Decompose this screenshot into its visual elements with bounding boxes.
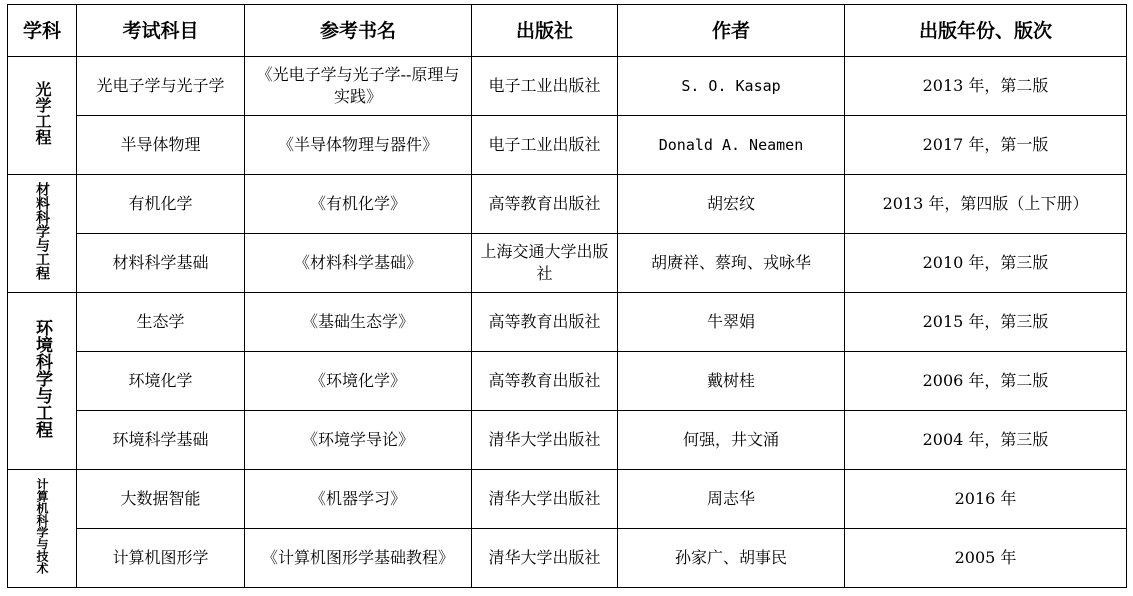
publisher-cell: 清华大学出版社 bbox=[472, 411, 618, 470]
table-row bbox=[8, 175, 1127, 234]
edition-cell: 2006 年，第二版 bbox=[845, 352, 1127, 411]
edition-cell: 2013 年，第二版 bbox=[845, 57, 1127, 116]
subject-cell: 材料科学与工程 bbox=[8, 175, 77, 293]
exam-cell: 生态学 bbox=[77, 293, 245, 352]
edition-cell: 2017 年，第一版 bbox=[845, 116, 1127, 175]
publisher-cell: 清华大学出版社 bbox=[472, 529, 618, 588]
book-cell: 《计算机图形学基础教程》 bbox=[245, 529, 472, 588]
author-cell: 胡赓祥、蔡珣、戎咏华 bbox=[618, 234, 845, 293]
exam-cell: 大数据智能 bbox=[77, 470, 245, 529]
publisher-cell: 电子工业出版社 bbox=[472, 57, 618, 116]
exam-cell: 材料科学基础 bbox=[77, 234, 245, 293]
table-row bbox=[8, 293, 1127, 352]
book-cell: 《环境学导论》 bbox=[245, 411, 472, 470]
exam-cell: 环境科学基础 bbox=[77, 411, 245, 470]
table-row bbox=[8, 411, 1127, 470]
author-cell: 何强，井文涌 bbox=[618, 411, 845, 470]
header-publisher: 出版社 bbox=[472, 5, 618, 57]
exam-cell: 环境化学 bbox=[77, 352, 245, 411]
book-cell: 《机器学习》 bbox=[245, 470, 472, 529]
exam-cell: 有机化学 bbox=[77, 175, 245, 234]
table-row bbox=[8, 352, 1127, 411]
table-row bbox=[8, 57, 1127, 116]
author-cell: 周志华 bbox=[618, 470, 845, 529]
subject-cell: 计算机科学与技术 bbox=[8, 470, 77, 588]
edition-cell: 2015 年，第三版 bbox=[845, 293, 1127, 352]
book-cell: 《有机化学》 bbox=[245, 175, 472, 234]
subject-cell: 环境科学与工程 bbox=[8, 293, 77, 470]
exam-cell: 光电子学与光子学 bbox=[77, 57, 245, 116]
edition-cell: 2013 年，第四版（上下册） bbox=[845, 175, 1127, 234]
edition-cell: 2016 年 bbox=[845, 470, 1127, 529]
reference-books-table-container bbox=[7, 4, 1127, 588]
publisher-cell: 电子工业出版社 bbox=[472, 116, 618, 175]
exam-cell: 半导体物理 bbox=[77, 116, 245, 175]
exam-cell: 计算机图形学 bbox=[77, 529, 245, 588]
author-cell: S. O. Kasap bbox=[618, 57, 845, 116]
subject-cell: 光学工程 bbox=[8, 57, 77, 175]
header-exam: 考试科目 bbox=[77, 5, 245, 57]
table-row bbox=[8, 529, 1127, 588]
author-cell: 胡宏纹 bbox=[618, 175, 845, 234]
header-author: 作者 bbox=[618, 5, 845, 57]
publisher-cell: 高等教育出版社 bbox=[472, 175, 618, 234]
publisher-cell: 高等教育出版社 bbox=[472, 293, 618, 352]
book-cell: 《环境化学》 bbox=[245, 352, 472, 411]
table-row bbox=[8, 234, 1127, 293]
book-cell: 《光电子学与光子学--原理与实践》 bbox=[245, 57, 472, 116]
author-cell: 戴树桂 bbox=[618, 352, 845, 411]
publisher-cell: 高等教育出版社 bbox=[472, 352, 618, 411]
book-cell: 《基础生态学》 bbox=[245, 293, 472, 352]
book-cell: 《材料科学基础》 bbox=[245, 234, 472, 293]
header-edition: 出版年份、版次 bbox=[845, 5, 1127, 57]
edition-cell: 2005 年 bbox=[845, 529, 1127, 588]
header-book: 参考书名 bbox=[245, 5, 472, 57]
table-row bbox=[8, 116, 1127, 175]
book-cell: 《半导体物理与器件》 bbox=[245, 116, 472, 175]
table-row bbox=[8, 470, 1127, 529]
author-cell: Donald A. Neamen bbox=[618, 116, 845, 175]
header-row bbox=[8, 5, 1127, 57]
edition-cell: 2004 年，第三版 bbox=[845, 411, 1127, 470]
author-cell: 牛翠娟 bbox=[618, 293, 845, 352]
publisher-cell: 清华大学出版社 bbox=[472, 470, 618, 529]
author-cell: 孙家广、胡事民 bbox=[618, 529, 845, 588]
publisher-cell: 上海交通大学出版社 bbox=[472, 234, 618, 293]
edition-cell: 2010 年，第三版 bbox=[845, 234, 1127, 293]
header-subject: 学科 bbox=[8, 5, 77, 57]
reference-books-table bbox=[7, 4, 1127, 588]
